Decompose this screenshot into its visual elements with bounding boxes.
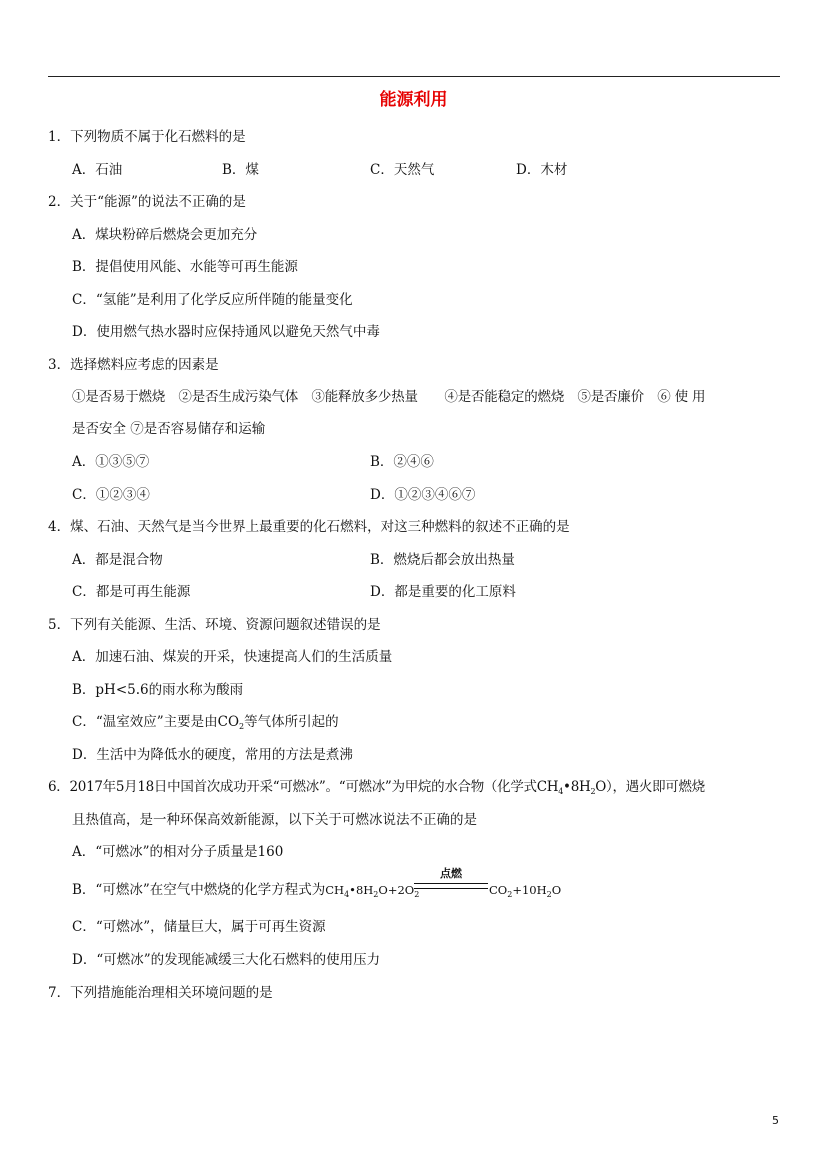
- reaction-condition: 点燃: [440, 867, 462, 880]
- question-2-option-b: B．提倡使用风能、水能等可再生能源: [72, 259, 298, 275]
- header-rule: [48, 76, 780, 77]
- question-2-stem: 2．关于“能源”的说法不正确的是: [48, 194, 246, 210]
- page-number: 5: [772, 1114, 779, 1127]
- question-1-option-c: C．天然气: [370, 162, 435, 178]
- question-4-option-b: B．燃烧后都会放出热量: [370, 552, 515, 568]
- question-4-option-c: C．都是可再生能源: [72, 584, 191, 600]
- equation-bar-top: [414, 883, 488, 884]
- question-4-stem: 4．煤、石油、天然气是当今世界上最重要的化石燃料，对这三种燃料的叙述不正确的是: [48, 519, 570, 535]
- question-5-option-a: A．加速石油、煤炭的开采，快速提高人们的生活质量: [72, 649, 393, 665]
- question-7-stem: 7．下列措施能治理相关环境问题的是: [48, 985, 273, 1001]
- question-6-stem-line-1: 6．2017年5月18日中国首次成功开采“可燃冰”。“可燃冰”为甲烷的水合物（化学式$CH_4•8H_2O$），遇火即可燃烧: [48, 779, 705, 796]
- question-5-option-c: C．“温室效应”主要是由$CO_2$等气体所引起的: [72, 714, 339, 731]
- question-6-option-d: D．“可燃冰”的发现能减缓三大化石燃料的使用压力: [72, 952, 381, 968]
- question-3-factors-line-2: 是否安全 ⑦是否容易储存和运输: [72, 421, 266, 437]
- question-5-stem: 5．下列有关能源、生活、环境、资源问题叙述错误的是: [48, 617, 381, 633]
- question-2-option-a: A．煤块粉碎后燃烧会更加充分: [72, 227, 258, 243]
- question-5-option-d: D．生活中为降低水的硬度，常用的方法是煮沸: [72, 747, 353, 763]
- question-6-stem-line-2: 且热值高，是一种环保高效新能源，以下关于可燃冰说法不正确的是: [72, 812, 477, 828]
- question-1-stem: 1．下列物质不属于化石燃料的是: [48, 129, 246, 145]
- question-1-option-d: D．木材: [516, 162, 568, 178]
- question-3-option-c: C．①②③④: [72, 487, 150, 503]
- page-title: 能源利用: [379, 90, 448, 110]
- question-3-option-d: D．①②③④⑥⑦: [370, 487, 476, 503]
- question-4-option-a: A．都是混合物: [72, 552, 163, 568]
- question-6-option-b: B．“可燃冰”在空气中燃烧的化学方程式为$CH_4•8H_2O+2O_2$: [72, 882, 420, 899]
- question-2-option-d: D．使用燃气热水器时应保持通风以避免天然气中毒: [72, 324, 380, 340]
- question-4-option-d: D．都是重要的化工原料: [370, 584, 516, 600]
- question-6-option-a: A．“可燃冰”的相对分子质量是160: [72, 844, 284, 860]
- question-3-factors-line-1: ①是否易于燃烧 ②是否生成污染气体 ③能释放多少热量 ④是否能稳定的燃烧 ⑤是否廉价 ⑥ 使 用: [72, 389, 706, 405]
- question-6-option-c: C．“可燃冰”，储量巨大，属于可再生资源: [72, 919, 326, 935]
- equation-bar-bottom: [414, 888, 488, 889]
- question-2-option-c: C．“氢能”是利用了化学反应所伴随的能量变化: [72, 292, 353, 308]
- question-1-option-b: B．煤: [222, 162, 259, 178]
- question-5-option-b: B．pH<5.6的雨水称为酸雨: [72, 682, 244, 698]
- question-1-option-a: A．石油: [72, 162, 123, 178]
- question-3-option-a: A．①③⑤⑦: [72, 454, 150, 470]
- question-6-option-b-products: $CO_2+10H_2O$: [489, 883, 562, 899]
- question-3-option-b: B．②④⑥: [370, 454, 434, 470]
- question-3-stem: 3．选择燃料应考虑的因素是: [48, 357, 219, 373]
